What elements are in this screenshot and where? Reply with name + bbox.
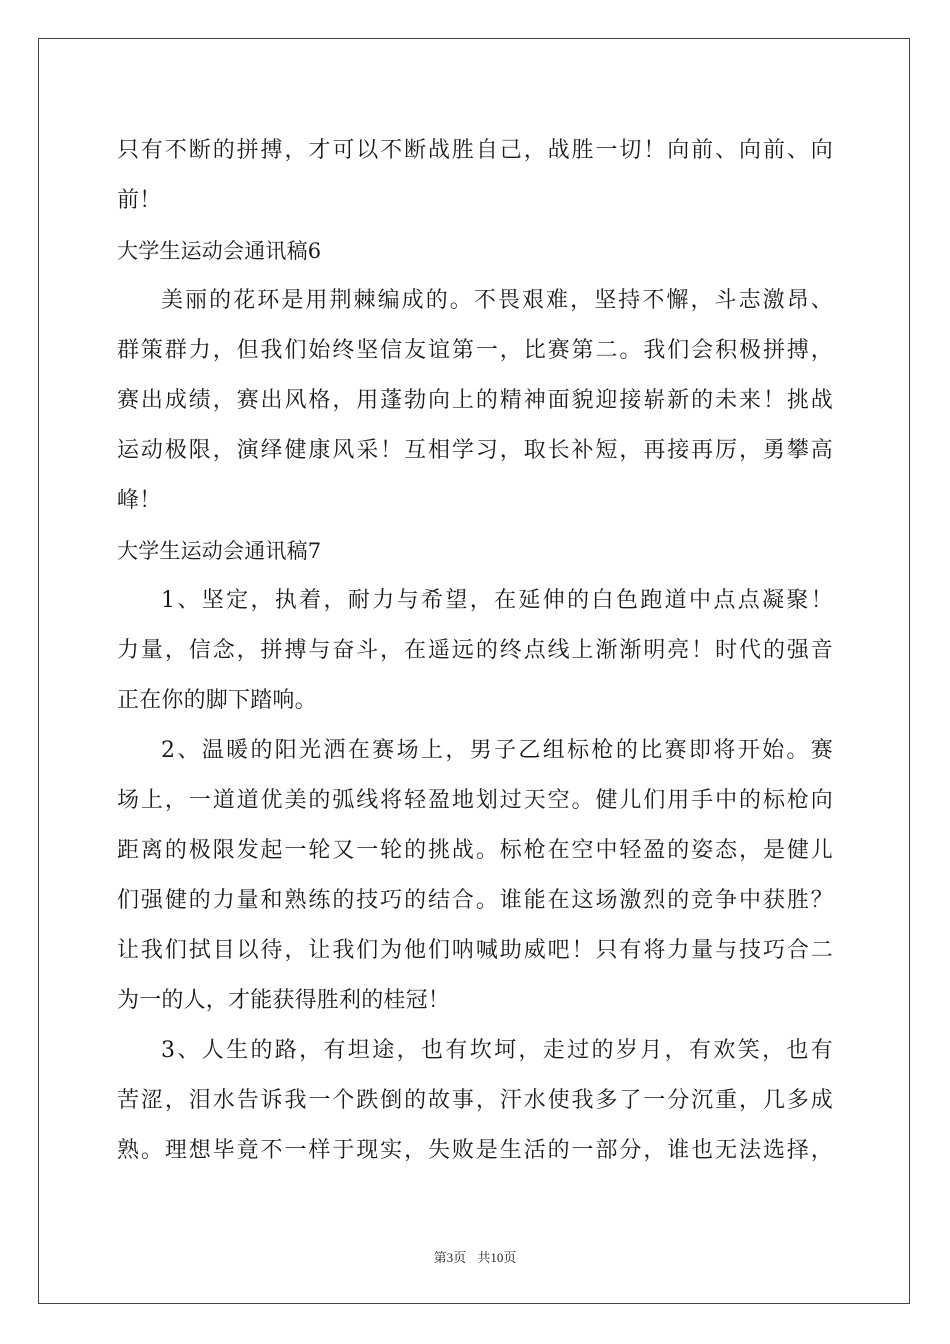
text-line: 距离的极限发起一轮又一轮的挑战。标枪在空中轻盈的姿态，是健儿 xyxy=(117,838,833,863)
text-line: 赛出成绩，赛出风格，用蓬勃向上的精神面貌迎接崭新的未来！挑战 xyxy=(117,388,833,413)
text-line: 力量，信念，拼搏与奋斗，在遥远的终点线上渐渐明亮！时代的强音 xyxy=(117,638,833,663)
text-line: 3、人生的路，有坦途，也有坎坷，走过的岁月，有欢笑，也有 xyxy=(161,1038,833,1063)
text-line: 熟。理想毕竟不一样于现实，失败是生活的一部分，谁也无法选择， xyxy=(117,1138,833,1163)
text-line: 场上，一道道优美的弧线将轻盈地划过天空。健儿们用手中的标枪向 xyxy=(117,788,833,813)
text-line: 为一的人，才能获得胜利的桂冠！ xyxy=(117,988,451,1013)
page-footer xyxy=(0,1247,950,1266)
text-line: 2、温暖的阳光洒在赛场上，男子乙组标枪的比赛即将开始。赛 xyxy=(161,738,833,763)
text-line: 让我们拭目以待，让我们为他们呐喊助威吧！只有将力量与技巧合二 xyxy=(117,938,833,963)
section-heading: 大学生运动会通讯稿6 xyxy=(117,239,322,263)
document-body xyxy=(117,126,833,1176)
text-line: 们强健的力量和熟练的技巧的结合。谁能在这场激烈的竞争中获胜？ xyxy=(117,888,833,913)
text-line: 前！ xyxy=(117,188,162,213)
text-line: 群策群力，但我们始终坚信友谊第一，比赛第二。我们会积极拼搏， xyxy=(117,338,833,363)
text-line: 只有不断的拼搏，才可以不断战胜自己，战胜一切！向前、向前、向 xyxy=(117,138,833,163)
text-line: 运动极限，演绎健康风采！互相学习，取长补短，再接再厉，勇攀高 xyxy=(117,438,833,463)
text-line: 正在你的脚下踏响。 xyxy=(117,688,317,713)
text-line: 峰！ xyxy=(117,488,162,513)
text-line: 美丽的花环是用荆棘编成的。不畏艰难，坚持不懈，斗志激昂、 xyxy=(161,288,833,313)
page-total: 共10页 xyxy=(477,1250,517,1265)
page-number: 第3页 xyxy=(433,1250,467,1265)
text-line: 1、坚定，执着，耐力与希望，在延伸的白色跑道中点点凝聚！ xyxy=(161,588,833,613)
text-line: 苦涩，泪水告诉我一个跌倒的故事，汗水使我多了一分沉重，几多成 xyxy=(117,1088,833,1113)
section-heading: 大学生运动会通讯稿7 xyxy=(117,539,322,563)
